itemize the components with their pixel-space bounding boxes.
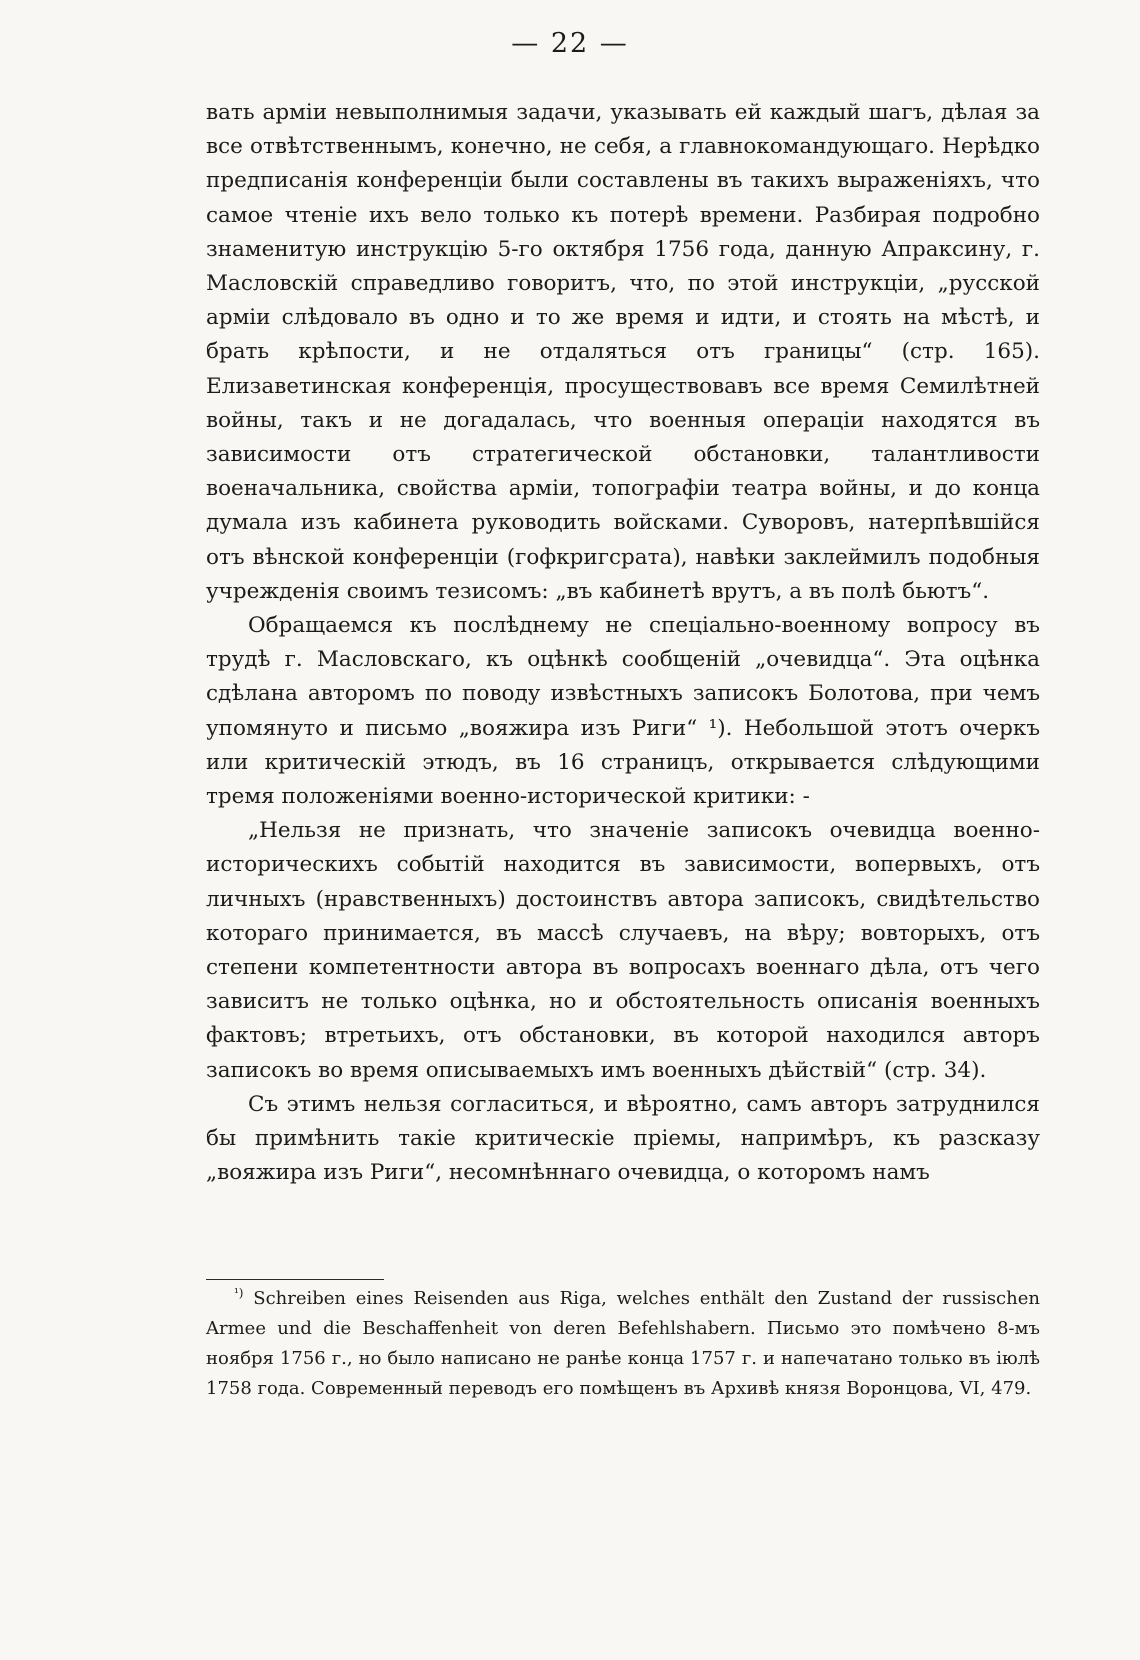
paragraph-3-quotation: „Нельзя не признать, что значеніе записокъ очевидца военно-историческихъ событій находится въ зависимости, вопервыхъ, отъ личныхъ (нравственныхъ) достоинствъ автора записокъ, свидѣтельство котораго принимается, въ массѣ случаевъ, на вѣру; вовторыхъ, отъ степени компетентности автора въ вопросахъ военнаго дѣла, отъ чего зависитъ не только оцѣнка, но и обстоятельность описанія военныхъ фактовъ; втретьихъ, отъ обстановки, въ которой находился авторъ записокъ во время описываемыхъ имъ военныхъ дѣйствій“ (стр. 34). (206, 818, 1040, 1083)
body-text (206, 96, 1040, 1191)
footnote (206, 1284, 1040, 1404)
footnote-marker: ¹) (234, 1286, 244, 1300)
paragraph-1: вать арміи невыполнимыя задачи, указывать ей каждый шагъ, дѣлая за все отвѣтственнымъ, конечно, не себя, а главнокомандующаго. Нерѣдко предписанія конференціи были составлены въ такихъ выраженіяхъ, что самое чтеніе ихъ вело только къ потерѣ времени. Разбирая подробно знаменитую инструкцію 5-го октября 1756 года, данную Апраксину, г. Масловскій справедливо говоритъ, что, по этой инструкціи, „русской арміи слѣдовало въ одно и то же время и идти, и стоять на мѣстѣ, и брать крѣпости, и не отдаляться отъ границы“ (стр. 165). Елизаветинская конференція, просуществовавъ все время Семилѣтней войны, такъ и не догадалась, что военныя операціи находятся въ зависимости отъ стратегической обстановки, талантливости военачальника, свойства арміи, топографіи театра войны, и до конца думала изъ кабинета руководить войсками. Суворовъ, натерпѣвшійся отъ вѣнской конференціи (гофкригсрата), навѣки заклеймилъ подобныя учрежденія своимъ тезисомъ: „въ кабинетѣ врутъ, а въ полѣ бьютъ“. (206, 100, 1040, 604)
paragraph-4: Съ этимъ нельзя согласиться, и вѣроятно, самъ авторъ затруднился бы примѣнить такіе критическіе пріемы, напримѣръ, къ разсказу „вояжира изъ Риги“, несомнѣннаго очевидца, о которомъ намъ (206, 1091, 1040, 1186)
paragraph-2: Обращаемся къ послѣднему не спеціально-военному вопросу въ трудѣ г. Масловскаго, къ оцѣнкѣ сообщеній „очевидца“. Эта оцѣнка сдѣлана авторомъ по поводу извѣстныхъ записокъ Болотова, при чемъ упомянуто и письмо „вояжира изъ Риги“ ¹). Небольшой этотъ очеркъ или критическій этюдъ, въ 16 страницъ, открывается слѣдующими тремя положеніями военно-исторической критики: - (206, 613, 1040, 810)
page-number: — 22 — (511, 28, 629, 59)
footnote-divider (206, 1279, 384, 1280)
footnote-text: Schreiben eines Reisenden aus Riga, welches enthält den Zustand der russischen Armee und die Beschaffenheit von deren Befehlshabern. Письмо это помѣчено 8-мъ ноября 1756 г., но было написано не ранѣе конца 1757 г. и напечатано только въ іюлѣ 1758 года. Современный переводъ его помѣщенъ въ Архивѣ князя Воронцова, VI, 479. (206, 1288, 1040, 1399)
